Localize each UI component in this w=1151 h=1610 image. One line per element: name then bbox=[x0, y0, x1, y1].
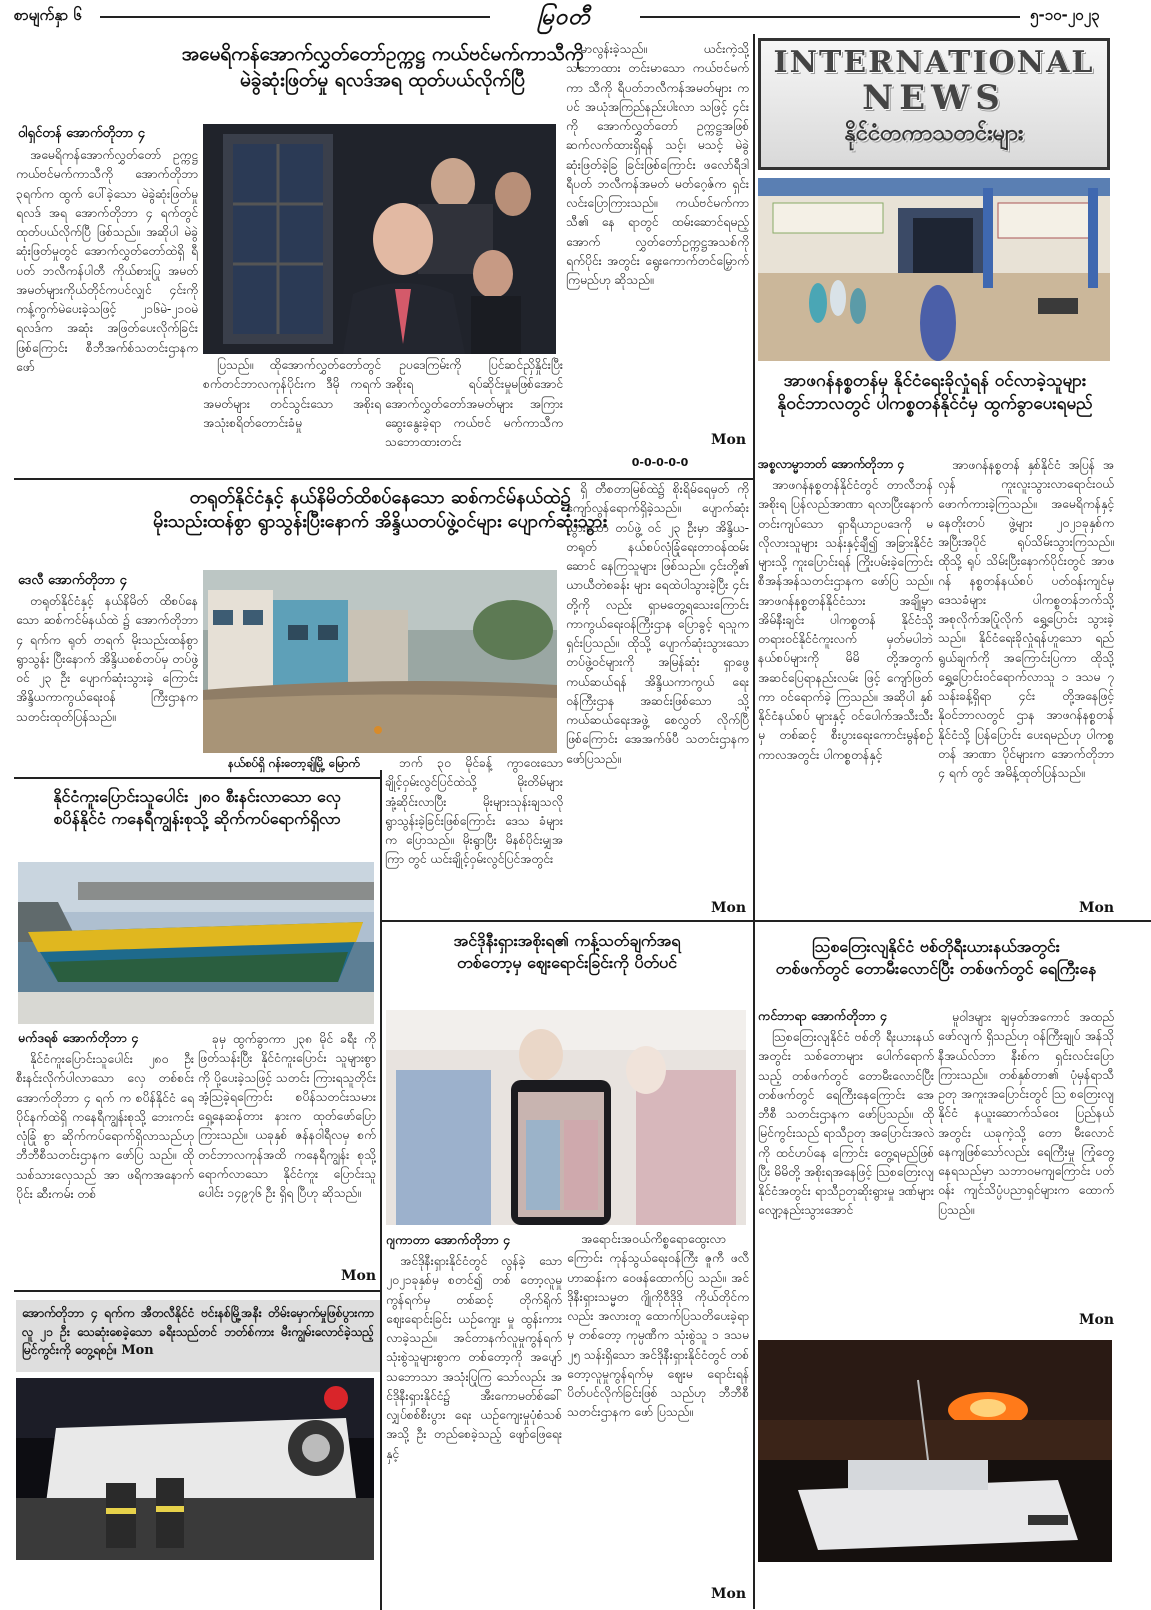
section-divider-center bbox=[381, 920, 753, 922]
section-divider-right bbox=[754, 920, 1151, 922]
story6-byline: ဂျကာတာ အောက်တိုဘာ ၄ bbox=[386, 1232, 511, 1247]
story6-headline: အင်ဒိုနီးရှားအစိုးရ၏ ကန့်သတ်ချက်အရ တစ်တော့မှ ဈေးရောင်းခြင်းကို ပိတ်ပင် bbox=[453, 931, 681, 972]
livestream-selling-photo bbox=[386, 1010, 746, 1225]
section-divider-left-lower bbox=[14, 1290, 380, 1292]
story2-signature: Mon bbox=[710, 900, 746, 916]
column-divider-mid bbox=[380, 770, 382, 920]
story1-column-3: ဥပဒေကြမ်းကို ပြင်ဆင်ညှိနှိုင်းပြီး အစိုးရ ရပ်ဆိုင်းမှုမဖြစ်အောင် အောက်လွှတ်တော်အမတ်များ အကြား ဆွေးနွေးခဲ့ရာ ကယ်ဗင် မက်ကာသီက သဘောထားတင်း bbox=[385, 358, 563, 450]
page-number: စာမျက်နှာ ၆ bbox=[14, 6, 82, 24]
story7-column-2: မူဝါဒများ ချမှတ်အကောင် အထည်ဖော်လျက် ရှိသည်ဟု ဝန်ကြီးချုပ် အန်သိုနီအယ်လ်ဘာ နီးစ်က ရှင်းလင်းပြောကြားသည်။ တစ်နှစ်တာ၏ ပုံမှန်ရာသီ ဥတု အကူးအပြောင်းတွင် ဩ စတြေးလျနိုင်ငံ နယူးဆောက်သ်ဝေး ပြည်နယ်အတွင်း ယခုကဲ့သို့ တော မီးလောင်နေကျဖြစ်သော်လည်း ရေကြီးမှု ကြုံတွေ့နေရသည်မှာ သဘာဝမကျကြောင်း ပတ်ဝန်း ကျင်သိပ္ပံပညာရှင်များက ထောက် ပြသည်။ bbox=[938, 1010, 1114, 1217]
banner-line-2: NEWS bbox=[862, 78, 1006, 118]
story6-signature: Mon bbox=[710, 1586, 746, 1602]
issue-date: ၅-၁၀-၂၀၂၃ bbox=[1030, 6, 1100, 24]
story1-byline: ဝါရှင်တန် အောက်တိုဘာ ၄ bbox=[18, 126, 146, 141]
story5-photo-caption: အောက်တိုဘာ ၄ ရက်က အီတလီနိုင်ငံ ဗင်းနစ်မြို့အနီး တိမ်းမှောက်မှုဖြစ်ပွားကာ လူ ၂၁ ဦး သေဆုံးစေခဲ့သော ခရီးသည်တင် ဘတ်စ်ကား မီးကျွမ်းလောင်ခဲ့သည့်မြင်ကွင်းကို တွေ့ရစဉ်။ Mon bbox=[16, 1300, 380, 1372]
international-news-banner bbox=[758, 38, 1110, 170]
story6-column-1: အင်ဒိုနီးရှားနိုင်ငံတွင် လွန်ခဲ့ သော ၂၀၂၁ခုနှစ်မှ စတင်၍ တစ် တော့လူမှုကွန်ရက်မှ တစ်ဆင့် တိုက်ရိုက်ဈေးရောင်းခြင်း ယဉ်ကျေး မှု ထွန်းကားလာခဲ့သည်။ အင်တာနက်လူမှုကွန်ရက် သုံးစွဲသူများစွာက တစ်တော့ကို အပျော်သဘောသာ အသုံးပြုကြ သော်လည်း အင်ဒိုနီးရှားနိုင်ငံ၌ အီးကောမတ်စ်ခေါ် လျှပ်စစ်စီးပွား ရေး ယဉ်ကျေးမှုပုံစံသစ်အသို့ ဦး တည်စေခဲ့သည့် ဖျော်ဖြေရေးနှင့် bbox=[386, 1254, 562, 1461]
story2-column-1: တရုတ်နိုင်ငံနှင့် နယ်နိမိတ် ထိစပ်နေသော ဆစ်ကင်မ်နယ်ထဲ ၌ အောက်တိုဘာ ၄ ရက်က ရုတ် တရက် မိုးသည်းထန်စွာ ရွာသွန်း ပြီးနောက် အိန္ဒိယစစ်တပ်မှ တပ်ဖွဲ့ ဝင် ၂၃ ဦး ပျောက်ဆုံးသွားခဲ့ ကြောင်း အိန္ဒိယကာကွယ်ရေးဝန် ကြီးဌာနက သတင်းထုတ်ပြန်သည်။ bbox=[16, 594, 198, 724]
story3-headline: အာဖဂန်နစ္စတန်မှ နိုင်ငံရေးခိုလှုံရန် ဝင်လာခဲ့သူများ နိုဝင်ဘာလတွင် ပါကစ္စတန်နိုင်ငံမှ ထွက်ခွာပေးရမည် bbox=[777, 371, 1093, 414]
flooded-street-photo bbox=[203, 570, 557, 753]
story7-headline: ဩစတြေးလျနိုင်ငံ ဗစ်တိုရီးယားနယ်အတွင်း တစ်ဖက်တွင် တောမီးလောင်ပြီး တစ်ဖက်တွင် ရေကြီးနေ bbox=[775, 937, 1097, 978]
banner-line-1: INTERNATIONAL bbox=[773, 45, 1095, 80]
story4-headline: နိုင်ငံကူးပြောင်းသူပေါင်း ၂၈၀ စီးနင်းလာသော လှေ စပိန်နိုင်ငံ ကနေရီကျွန်းစုသို့ ဆိုက်ကပ်ရောက်ရှိလာ bbox=[53, 787, 341, 828]
story2-caption: နယ်စပ်ရှိ ဂန်းတော့ချ်မြို့ မြောက် bbox=[228, 756, 360, 770]
column-divider-lower bbox=[380, 920, 382, 1610]
lawmaker-with-press-photo bbox=[203, 124, 556, 354]
story7-byline: ကင်ဘာရာ အောက်တိုဘာ ၄ bbox=[758, 1008, 887, 1023]
story6-column-2: အရောင်းအဝယ်ကိစ္စရောထွေးလာ ကြောင်း ကုန်သွယ်ရေးဝန်ကြီး ဇူကီ ဖလီဟာဆန်းက ဝေဖန်ထောက်ပြ သည်။ အင်ဒိုနီးရှားသမ္မတ ဂျိုကိုဝီဒိုဒို ကိုယ်တိုင်ကလည်း အလားတူ ထောက်ပြသတိပေးခဲ့ရာမှ တစ်တော့ ကုမ္ပဏီက သုံးစွဲသူ ၁ ဒသမ ၂၅ သန်းရှိသော အင်ဒိုနီးရှားနိုင်ငံတွင် တစ်တော့လူမှုကွန်ရက်မှ ဈေးမ ရောင်းရန် ပိတ်ပင်လိုက်ခြင်းဖြစ် သည်ဟု ဘီဘီစီသတင်းဌာနက ဖော် ပြသည်။ bbox=[567, 1232, 749, 1420]
story3-byline: အစ္စလာမ္မာဘတ် အောက်တိုဘာ ၄ bbox=[758, 457, 904, 471]
story2-column-2: ဘက် ၃၀ မိုင်ခန့် ကွာဝေးသော ချိုင့်ဝှမ်းလွင်ပြင်ထဲသို့ မိုးတိမ်များ အုံ့ဆိုင်းလာပြီး မိုးများသုန်းချသလို ရွာသွန်းခဲ့ခြင်းဖြစ်ကြောင်း ဒေသ ခံများက ပြောသည်။ မိုးရွာပြီး မိနစ်ပိုင်းမျှအကြာ တွင် ယင်းချိုင့်ဝှမ်းလွင်ပြင်အတွင်း bbox=[385, 756, 563, 867]
newspaper-logo: မြဝတီ bbox=[537, 4, 591, 30]
column-divider bbox=[753, 34, 755, 1609]
story3-signature: Mon bbox=[1078, 900, 1114, 916]
story4-column-1: နိုင်ငံကူးပြောင်းသူပေါင်း ၂၈၀ ဦး စီးနင်းလိုက်ပါလာသော လှေ တစ်စင်း အောက်တိုဘာ ၄ ရက် က စပိန်နိုင်ငံ ရေပိုင်နက်ထဲရှိ ကနေရီကျွန်းစုသို့ ဘေးကင်းလုံခြုံ စွာ ဆိုက်ကပ်ရောက်ရှိလာသည်ဟု ဘီဘီစီသတင်းဌာနက ဖော်ပြ သည်။ ထိုသစ်သားလှေသည် အာ ဖရိကအနောက်ပိုင်း ဆီးကမ်း တစ် bbox=[16, 1052, 194, 1201]
masthead-rule-left bbox=[100, 16, 490, 18]
masthead-rule-right bbox=[640, 16, 1020, 18]
story1-signature: Mon bbox=[710, 432, 746, 448]
story3-column-2: အာဖဂန်နစ္စတန် နှစ်နိုင်ငံ အပြန် အလှန် ကူးလူးသွားလာရောင်းဝယ် ဖောက်ကားခဲ့ကြသည်။ အမေရိကန်နှင့် နေတိုးတပ် ဖွဲ့များ ၂၀၂၁ခုနှစ်က အပြီးအပိုင် ရုပ်သိမ်းသွားကြသည်။ ထိုသို့ ရုပ် သိမ်းပြီးနောက်ပိုင်းတွင် အာဖဂန် နစ္စတန်နယ်စပ် ပတ်ဝန်းကျင်မှ ဒေသခံများ ပါကစ္စတန်ဘက်သို့ အစုလိုက်အပြုံလိုက် ရွှေ့ပြောင်း သွားခဲ့သည်။ နိုင်ငံရေးခိုလှုံရန်ဟူသော ရည် ရွယ်ချက်ကို အကြောင်းပြကာ ထိုသို့ ရွှေ့ပြောင်းဝင်ရောက်လာသူ ၁ ဒသမ ၇ သန်းခန့်ရှိရာ ၄င်း တို့အနေဖြင့် နိုဝင်ဘာလတွင် ဌာန အာဖဂန်နစ္စတန်နိုင်ငံသို့ ပြန်ပြောင်း ပေးရမည်ဟု ပါကစ္စတန် အာဏာ ပိုင်များက အောက်တိုဘာ ၄ ရက် တွင် အမိန့်ထုတ်ပြန်သည်။ bbox=[938, 458, 1114, 781]
banner-line-3: နိုင်ငံတကာသတင်းများ bbox=[844, 120, 1024, 146]
story4-column-2: ခုမှ ထွက်ခွာကာ ၂၃၈ မိုင် ခရီး ကို ဖြတ်သန်းပြီး နိုင်ငံကူးပြောင်း သူများစွာကို ပို့ပေးခဲ့သဖြင့် သတင်း ကြားရသူတိုင်း အံ့သြခဲ့ရကြောင်း စပိန်သတင်းသမား ရှေ့နေဆန်တား နားက ထုတ်ဖော်ပြောကြားသည်။ ယခုနှစ် ဇန်နဝါရီလမှ စက် တင်ဘာလကုန်အထိ ကနေရီကျွန်း စုသို့ ရောက်လာသော နိုင်ငံကူး ပြောင်းသူပေါင်း ၁၄၉၇၆ ဦး ရှိရ ပြီဟု ဆိုသည်။ bbox=[198, 1032, 376, 1201]
story1-end-mark: 0-0-0-0-0 bbox=[631, 456, 689, 469]
story3-column-1: အာဖဂန်နစ္စတန်နိုင်ငံတွင် တာလီဘန်အစိုးရ ပြန်လည်အာဏာ ရလာပြီးနောက် တင်းကျပ်သော ရှာရီယာဥပဒေကို မလိုလားသူများ သန်းနှင့်ချီ၍ အခြားနိုင်ငံများသို့ ကူးပြောင်းရန် ကြိုးပမ်းခဲ့ကြောင်း စီအန်အန်သတင်းဌာနက ဖော်ပြ သည်။ အာဖဂန်နစ္စတန်နိုင်ငံသား အချို့မှာ အိမ်နီးချင်း ပါကစ္စတန် နိုင်ငံသို့ တရားဝင်နိုင်ငံကူးလက် မှတ်မပါဘဲ နယ်စပ်များကို မိမိ တို့အတွက် အဆင်ပြေရာနည်းလမ်း ဖြင့် ကျော်ဖြတ်ကာ ဝင်ရောက်ခဲ့ ကြသည်။ အဆိုပါ နှစ်နိုင်ငံနယ်စပ် များနှင့် ဝင်ပေါက်အသီးသီးမှ တစ်ဆင့် စီးပွားရေးကောင်းမွန်စဉ် ကာလအတွင်း ပါကစ္စတန်နှင့် bbox=[758, 478, 933, 762]
story7-column-1: ဩစတြေးလျနိုင်ငံ ဗစ်တို ရီးယားနယ်အတွင်း သစ်တောများ ပေါက်ရောက်သည့် တစ်ဖက်တွင် တောမီးလောင်ပြီး တစ်ဖက်တွင် ရေကြီးနေကြောင်း အေဘီစီ သတင်းဌာနက ဖော်ပြသည်။ ထိုမြင်ကွင်းသည် ရာသီဥတု အပြောင်းအလဲကို ထင်ဟပ်နေ ကြောင်း တွေ့ရမည်ဖြစ်ပြီး မိမိတို့ အစိုးရအနေဖြင့် ဩစတြေးလျ နိုင်ငံအတွင်း ရာသီဥတုဆိုးရွားမှု ဒဏ်များ လျော့နည်းသွားအောင် bbox=[758, 1030, 934, 1218]
story1-column-1: အမေရိကန်အောက်လွှတ်တော် ဥက္ကဋ္ဌ ကယ်ဗင်မက်ကာသီကို အောက်တိုဘာ ၃ရက်က ထွက် ပေါ်ခဲ့သော မဲခွဲဆုံးဖြတ်မှုရလဒ် အရ အောက်တိုဘာ ၄ ရက်တွင် ထုတ်ပယ်လိုက်ပြီ ဖြစ်သည်။ အဆိုပါ မဲခွဲဆုံးဖြတ်မှုတွင် အောက်လွှတ်တော်ထဲရှိ ရီပတ် ဘလီကန်ပါတီ ကိုယ်စားပြု အမတ် အမတ်များကိုယ်တိုင်ကပင်လျှင် ၄င်းကို ကန့်ကွက်မဲပေးခဲ့သဖြင့် ၂၁၆မဲ-၂၁၀မဲ ရလဒ်က အဆုံး အဖြတ်ပေးလိုက်ခြင်းဖြစ်ကြောင်း စီဘီအက်စ်သတင်းဌာနက ဖော် bbox=[16, 148, 198, 374]
story2-headline: တရုတ်နိုင်ငံနှင့် နယ်နိမိတ်ထိစပ်နေသော ဆစ်ကင်မ်နယ်ထဲ၌ မိုးသည်းထန်စွာ ရွာသွန်းပြီးနောက် အိန္ဒိယတပ်ဖွဲ့ဝင်များ ပျောက်ဆုံးသွား bbox=[152, 487, 608, 533]
story4-byline: မက်ဒရစ် အောက်တိုဘာ ၄ bbox=[18, 1030, 139, 1045]
story4-signature: Mon bbox=[340, 1268, 376, 1284]
story7-signature: Mon bbox=[1078, 1312, 1114, 1328]
night-fire-boat-photo bbox=[758, 1340, 1112, 1562]
story1-column-2: ပြသည်။ ထိုအောက်လွှတ်တော်တွင် စက်တင်ဘာလကုန်ပိုင်းက ဒီမို ကရက်အမတ်များ တင်သွင်းသော အစိုးရအသုံးစရိတ်တောင်းခံမှု bbox=[203, 358, 381, 430]
story2-byline: ဒေလီ အောက်တိုဘာ ၄ bbox=[18, 573, 127, 588]
story1-headline: အမေရိကန်အောက်လွှတ်တော်ဥက္ကဋ္ဌ ကယ်ဗင်မက်ကာသီကို မဲခွဲဆုံးဖြတ်မှု ရလဒ်အရ ထုတ်ပယ်လိုက်ပြီ bbox=[181, 43, 584, 91]
story1-column-4: မာလွန်းခဲ့သည်။ ယင်းကဲ့သို့ သဘောထား တင်းမာသော ကယ်ဗင်မက်ကာ သီကို ရီပတ်ဘလီကန်အမတ်များ ကပင် အယုံအကြည်နည်းပါးလာ သဖြင့် ၄င်းကို အောက်လွှတ်တော် ဥက္ကဋ္ဌအဖြစ် ဆက်လက်ထားရှိရန် သင့်၊ မသင့် မဲခွဲဆုံးဖြတ်ခဲ့ခြ ခြင်းဖြစ်ကြောင်း ဖလော်ရီဒါ ရီပတ် ဘလီကန်အမတ် မတ်ဂေ့ဇ်က ရှင်း လင်းပြောကြားသည်။ ကယ်ဗင်မက်ကာသီ၏ နေ ရာတွင် ထမ်းဆောင်ရမည့် အောက် လွှတ်တော်ဥက္ကဋ္ဌအသစ်ကို ရက်ပိုင်း အတွင်း ရွေးကောက်တင်မြှောက် ကြမည်ဟု ဆိုသည်။ bbox=[566, 42, 749, 288]
section-divider-left bbox=[14, 777, 380, 779]
wooden-boat-photo bbox=[18, 862, 374, 1024]
story2-column-3: ရှိ တီစတာမြစ်ထဲ၌ စိုးရိမ်ရေမှတ် ကို ကျော်လွန်ရောက်ရှိခဲ့သည်။ ပျောက်ဆုံးသွားသော တပ်ဖွဲ့ ဝင် ၂၃ ဦးမှာ အိန္ဒိယ-တရုတ် နယ်စပ်လုံခြုံရေးတာဝန်ထမ်းဆောင် နေကြသူများ ဖြစ်သည်။ ၄င်းတို့၏ ယာယီတဲစခန်း များ ရေထဲပါသွားခဲ့ပြီး ၄င်းတို့ကို လည်း ရှာမတွေ့ရသေးကြောင်း ကာကွယ်ရေးဝန်ကြီးဌာန ပြောခွင့် ရသူက ရှင်းပြသည်။ ထိုသို့ ပျောက်ဆုံးသွားသော တပ်ဖွဲ့ဝင်များကို အမြန်ဆုံး ရှာဖွေ ကယ်ဆယ်ရန် အိန္ဒိယကာကွယ် ရေးဝန်ကြီးဌာန အဆင်းဖြစ်သော သို့ ကယ်ဆယ်ရေးအဖွဲ့ စေလွှတ် လိုက်ပြီဖြစ်ကြောင်း အေအက်ဖ်ပီ သတင်းဌာနက ဖော်ပြသည်။ bbox=[566, 482, 749, 766]
bus-fire-scene-photo bbox=[16, 1378, 374, 1560]
school-courtyard-photo bbox=[758, 178, 1110, 361]
